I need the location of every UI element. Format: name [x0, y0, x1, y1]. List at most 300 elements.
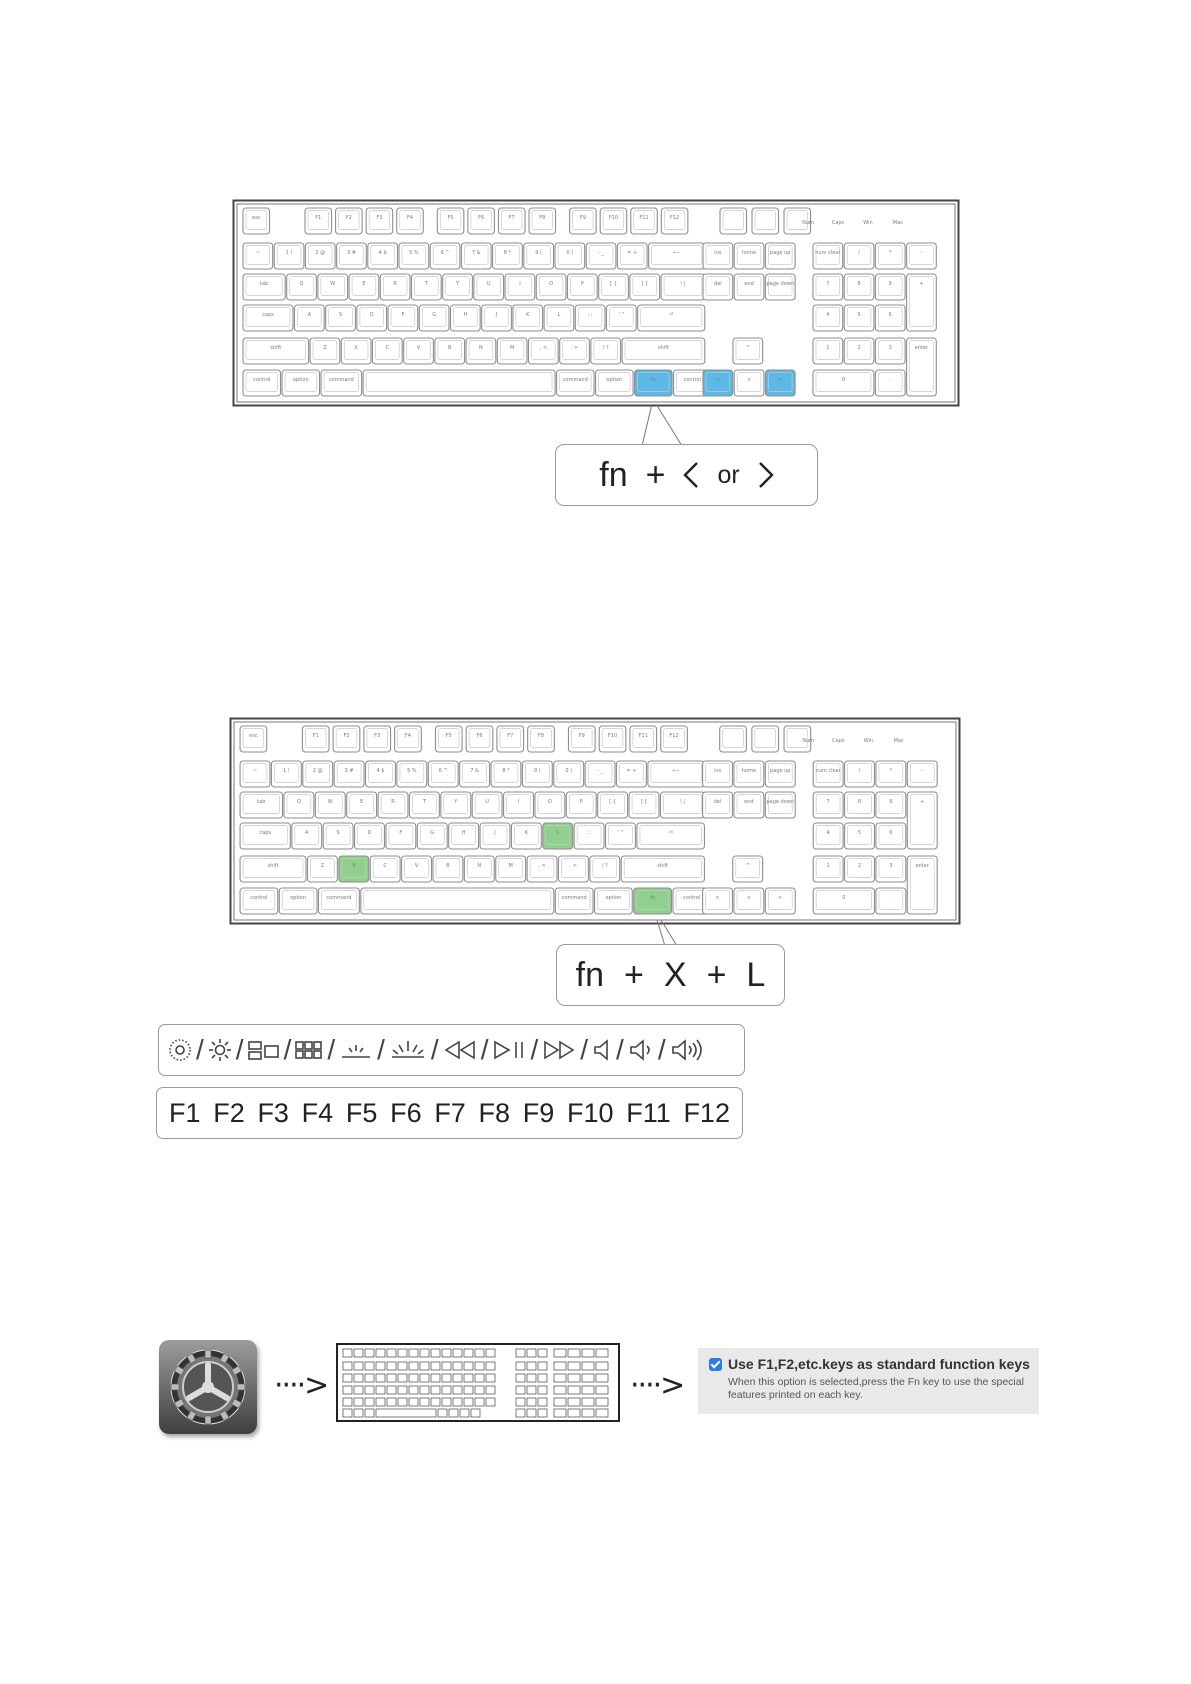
thumbnail-key: [486, 1386, 495, 1394]
checkbox-checked[interactable]: [709, 1358, 722, 1371]
key-n: [464, 856, 494, 882]
svg-text:page down: page down: [766, 281, 795, 287]
thumbnail-key: [568, 1374, 580, 1382]
thumbnail-key: [554, 1362, 566, 1370]
key-rcommand: [557, 370, 595, 396]
svg-text:num clear: num clear: [815, 768, 841, 774]
key-num1: [813, 338, 843, 364]
key-r: [378, 792, 408, 818]
svg-text:A: A: [305, 830, 309, 836]
thumbnail-key: [596, 1386, 608, 1394]
key-lcommand: [318, 888, 359, 914]
svg-text:command: command: [562, 377, 588, 383]
thumbnail-key: [398, 1398, 407, 1406]
svg-text:R: R: [391, 799, 395, 805]
thumbnail-key: [343, 1374, 352, 1382]
svg-text:L: L: [556, 830, 560, 836]
thumbnail-key: [431, 1374, 440, 1382]
key-2: [305, 243, 335, 269]
svg-text:del: del: [713, 799, 722, 805]
key-a: [292, 823, 322, 849]
key-enter: [637, 823, 705, 849]
key-8: [493, 243, 523, 269]
svg-text:] }: ] }: [641, 281, 649, 287]
key-numenter: [907, 338, 937, 396]
key-f11: [631, 208, 658, 234]
key-num3: [875, 338, 905, 364]
svg-text:9: 9: [888, 281, 892, 287]
key-backspace: [649, 243, 705, 269]
key-num6: [875, 305, 905, 331]
key-numdot: [876, 888, 906, 914]
thumbnail-key: [453, 1349, 462, 1357]
thumbnail-key: [387, 1362, 396, 1370]
key-p: [566, 792, 596, 818]
key-x: [341, 338, 371, 364]
key-c: [370, 856, 400, 882]
fkey-label-f4: F4: [301, 1097, 334, 1128]
key-backslash: [661, 274, 705, 300]
thumbnail-key: [453, 1362, 462, 1370]
svg-text:\ |: \ |: [679, 799, 685, 805]
svg-text:F1: F1: [315, 215, 322, 221]
launchpad-icon: [294, 1037, 324, 1063]
svg-text:option: option: [605, 895, 622, 901]
indicator-num: Num: [802, 220, 814, 226]
thumbnail-key: [554, 1349, 566, 1357]
key-numstar: [876, 761, 906, 787]
svg-text:Q: Q: [299, 281, 304, 287]
thumbnail-key: [376, 1362, 385, 1370]
svg-text:^: ^: [745, 345, 750, 351]
key-1: [274, 243, 304, 269]
thumbnail-key: [365, 1362, 374, 1370]
svg-text:3: 3: [888, 345, 892, 351]
key-num4: [813, 305, 843, 331]
plus-label: +: [645, 455, 666, 494]
key-f9: [568, 726, 595, 752]
shortcut-box-fn-arrows: [555, 444, 818, 506]
svg-text:A: A: [307, 312, 312, 318]
x-label: X: [663, 955, 687, 994]
svg-text:. >: . >: [569, 863, 578, 869]
key-comma: [527, 856, 557, 882]
thumbnail-key: [475, 1374, 484, 1382]
svg-text:] }: ] }: [640, 799, 648, 805]
key-f6: [468, 208, 495, 234]
thumbnail-key: [538, 1374, 547, 1382]
key-x: [339, 856, 369, 882]
svg-text:0 ): 0 ): [566, 250, 574, 256]
key-equal: [617, 243, 647, 269]
svg-text:<: <: [715, 895, 720, 901]
key-f7: [497, 726, 524, 752]
thumbnail-key: [527, 1349, 536, 1357]
plus-label: +: [706, 955, 727, 994]
key-numclear: [813, 761, 843, 787]
key-f12: [661, 726, 688, 752]
thumbnail-key: [354, 1386, 363, 1394]
key-minus: [585, 761, 615, 787]
indicator-num: Num: [802, 738, 815, 744]
key-down: [734, 888, 764, 914]
svg-text:H: H: [461, 830, 466, 836]
svg-text:F2: F2: [345, 215, 352, 221]
key-end: [734, 792, 764, 818]
right-chevron-icon: [758, 461, 774, 489]
keyboard-1-svg: [233, 200, 959, 406]
svg-text:control: control: [253, 377, 271, 383]
key-w: [318, 274, 348, 300]
key-g: [419, 305, 449, 331]
key-j: [480, 823, 510, 849]
svg-text:8: 8: [857, 281, 861, 287]
svg-text:-: -: [920, 250, 923, 256]
keyboard-thumbnail: [336, 1343, 620, 1422]
key-l: [543, 823, 573, 849]
key-slash: [591, 338, 621, 364]
brightness-down-icon: [167, 1037, 193, 1063]
key-g: [417, 823, 447, 849]
svg-text:5 %: 5 %: [407, 768, 417, 774]
key-num4: [813, 823, 843, 849]
svg-text:option: option: [290, 895, 307, 901]
indicator-win: Win: [863, 220, 873, 226]
key-r: [380, 274, 410, 300]
key-num7: [813, 274, 843, 300]
left-chevron-icon: [683, 461, 699, 489]
key-numplus: [907, 274, 937, 331]
svg-text:F: F: [399, 830, 403, 836]
svg-text:3: 3: [889, 863, 893, 869]
key-roption: [596, 370, 634, 396]
svg-text:esc: esc: [252, 215, 261, 221]
key-u: [474, 274, 504, 300]
svg-text:^: ^: [745, 863, 750, 869]
thumbnail-key: [471, 1409, 480, 1417]
key-k: [511, 823, 541, 849]
key-enter: [638, 305, 705, 331]
svg-text:J: J: [494, 830, 496, 836]
key-pagedown: [765, 792, 795, 818]
key-v: [402, 856, 432, 882]
fn-label: fn: [575, 955, 605, 994]
thumbnail-key: [442, 1349, 451, 1357]
thumbnail-key: [486, 1398, 495, 1406]
key-5: [397, 761, 427, 787]
thumbnail-key: [582, 1362, 594, 1370]
svg-text:- _: - _: [597, 768, 604, 774]
thumbnail-key: [365, 1349, 374, 1357]
key-right: [765, 888, 795, 914]
key-num2: [845, 856, 875, 882]
svg-text:; :: ; :: [587, 312, 593, 318]
svg-text:M: M: [508, 863, 513, 869]
thumbnail-key: [420, 1398, 429, 1406]
thumbnail-key: [376, 1386, 385, 1394]
brightness-up-icon: [207, 1037, 233, 1063]
thumbnail-key: [354, 1374, 363, 1382]
key-num8: [845, 792, 875, 818]
key-p: [567, 274, 597, 300]
key-fn: [635, 370, 673, 396]
svg-text:control: control: [683, 895, 701, 901]
svg-text:control: control: [250, 895, 268, 901]
svg-text:shift: shift: [270, 345, 282, 351]
key-home: [734, 243, 764, 269]
indicator-mac: Mac: [892, 220, 904, 226]
thumbnail-key: [420, 1349, 429, 1357]
key-l: [544, 305, 574, 331]
key-period: [560, 338, 590, 364]
indicator-caps: Caps: [832, 738, 845, 744]
svg-text:F12: F12: [669, 215, 680, 221]
key-extra-1: [752, 726, 779, 752]
svg-text:/: /: [858, 250, 860, 256]
svg-text:+: +: [920, 799, 925, 805]
key-lcontrol: [240, 888, 278, 914]
key-rcommand: [555, 888, 593, 914]
key-f2: [336, 208, 363, 234]
svg-text:K: K: [524, 830, 528, 836]
svg-text:ins: ins: [714, 250, 722, 256]
svg-text:del: del: [714, 281, 722, 287]
key-0: [555, 243, 585, 269]
svg-text:V: V: [416, 345, 421, 351]
svg-text:F6: F6: [476, 733, 483, 739]
key-numdot: [875, 370, 905, 396]
key-semicolon: [574, 823, 604, 849]
svg-text:S: S: [336, 830, 340, 836]
fkey-label-f12: F12: [683, 1097, 730, 1128]
key-num9: [876, 792, 906, 818]
thumbnail-key: [354, 1349, 363, 1357]
thumbnail-key: [568, 1398, 580, 1406]
thumbnail-key: [409, 1362, 418, 1370]
thumbnail-key: [343, 1398, 352, 1406]
svg-text:control: control: [683, 377, 701, 383]
svg-text:; :: ; :: [586, 830, 592, 836]
svg-text:7 &: 7 &: [470, 768, 479, 774]
thumbnail-key: [486, 1349, 495, 1357]
key-numplus: [907, 792, 937, 849]
thumbnail-key: [554, 1409, 566, 1417]
svg-text:6: 6: [889, 830, 893, 836]
svg-text:M: M: [509, 345, 515, 351]
key-f5: [435, 726, 462, 752]
svg-text:S: S: [338, 312, 343, 318]
key-f12: [661, 208, 688, 234]
key-caps: [243, 305, 293, 331]
key-space: [361, 888, 554, 914]
thumbnail-key: [516, 1386, 525, 1394]
key-9: [522, 761, 552, 787]
key-m: [496, 856, 526, 882]
thumbnail-key: [464, 1349, 473, 1357]
svg-text:2: 2: [857, 345, 861, 351]
key-9: [524, 243, 554, 269]
svg-text:\ |: \ |: [680, 281, 686, 287]
thumbnail-key: [516, 1409, 525, 1417]
key-num9: [875, 274, 905, 300]
svg-text:.: .: [889, 377, 892, 383]
svg-text:H: H: [463, 312, 468, 318]
svg-text:F6: F6: [478, 215, 485, 221]
svg-text:+: +: [919, 281, 924, 287]
key-ins: [703, 243, 733, 269]
key-s: [326, 305, 356, 331]
key-f1: [302, 726, 329, 752]
thumbnail-key: [538, 1349, 547, 1357]
key-c: [372, 338, 402, 364]
key-extra-1: [752, 208, 779, 234]
key-end: [734, 274, 764, 300]
svg-text:8: 8: [857, 799, 862, 805]
thumbnail-key: [596, 1362, 608, 1370]
l-label: L: [746, 955, 766, 994]
key-backspace: [648, 761, 705, 787]
key-num1: [813, 856, 843, 882]
svg-text:V: V: [414, 863, 419, 869]
svg-text:4 $: 4 $: [378, 250, 387, 256]
svg-text:F9: F9: [578, 733, 585, 739]
thumbnail-key: [409, 1349, 418, 1357]
fkey-label-f9: F9: [522, 1097, 555, 1128]
key-o: [536, 274, 566, 300]
key-num0: [813, 888, 874, 914]
svg-text:. >: . >: [570, 345, 579, 351]
thumbnail-key: [431, 1398, 440, 1406]
indicator-win: Win: [863, 738, 874, 744]
svg-text:B: B: [448, 345, 452, 351]
svg-text:command: command: [328, 377, 354, 383]
keyboard-diagram-2: [230, 718, 960, 924]
key-tab: [240, 792, 282, 818]
svg-text:F4: F4: [406, 215, 414, 221]
svg-text:2 @: 2 @: [315, 250, 326, 256]
key-rshift: [622, 338, 705, 364]
key-d: [357, 305, 387, 331]
thumbnail-key: [420, 1362, 429, 1370]
svg-text:F11: F11: [638, 733, 648, 739]
svg-text:⟵: ⟵: [673, 250, 681, 256]
key-right: [765, 370, 795, 396]
key-pageup: [765, 761, 795, 787]
svg-text:4 $: 4 $: [376, 768, 385, 774]
mission-control-icon: [247, 1037, 281, 1063]
svg-text:command: command: [561, 895, 587, 901]
svg-text:fn: fn: [650, 377, 656, 383]
svg-text:fn: fn: [650, 895, 656, 901]
svg-text:F10: F10: [608, 215, 619, 221]
thumbnail-key: [568, 1386, 580, 1394]
svg-text:home: home: [741, 768, 756, 774]
key-num0: [813, 370, 874, 396]
key-left: [703, 888, 733, 914]
keyboard-thumbnail-svg: [338, 1345, 617, 1419]
svg-text:end: end: [744, 281, 754, 287]
svg-text:~: ~: [255, 250, 260, 256]
key-a: [294, 305, 324, 331]
function-keys-setting: [698, 1348, 1039, 1414]
svg-text:3 #: 3 #: [346, 250, 356, 256]
thumbnail-key: [449, 1409, 458, 1417]
svg-text:home: home: [741, 250, 757, 256]
key-lbracket: [598, 792, 628, 818]
svg-text:F10: F10: [607, 733, 618, 739]
key-numminus: [907, 243, 937, 269]
svg-text:caps: caps: [259, 830, 271, 836]
svg-text:1: 1: [826, 863, 830, 869]
key-n: [466, 338, 496, 364]
setting-description: When this option is selected,press the Fn key to use the special features printed on each key.: [728, 1376, 1024, 1401]
thumbnail-key: [475, 1362, 484, 1370]
key-2: [303, 761, 333, 787]
thumbnail-key: [527, 1409, 536, 1417]
thumbnail-key: [420, 1386, 429, 1394]
svg-text:>: >: [778, 377, 783, 383]
svg-text:I: I: [517, 799, 520, 805]
key-8: [491, 761, 521, 787]
key-j: [482, 305, 512, 331]
svg-text:X: X: [352, 863, 356, 869]
key-y: [441, 792, 471, 818]
key-q: [284, 792, 314, 818]
svg-text:shift: shift: [267, 863, 279, 869]
thumbnail-key: [365, 1398, 374, 1406]
thumbnail-key: [343, 1386, 352, 1394]
svg-text:page up: page up: [770, 250, 791, 256]
svg-text:v: v: [747, 377, 751, 383]
svg-text:W: W: [330, 281, 336, 287]
key-backslash: [660, 792, 704, 818]
thumbnail-key: [387, 1398, 396, 1406]
thumbnail-key: [568, 1409, 580, 1417]
key-i: [504, 792, 534, 818]
svg-text:command: command: [326, 895, 352, 901]
svg-text:, <: , <: [539, 345, 548, 351]
key-down: [734, 370, 764, 396]
key-z: [308, 856, 338, 882]
svg-text:O: O: [549, 281, 554, 287]
thumbnail-key: [354, 1409, 363, 1417]
svg-text:' ": ' ": [617, 830, 624, 836]
svg-text:0 ): 0 ): [565, 768, 573, 774]
svg-text:X: X: [354, 345, 358, 351]
backlight-down-icon: [338, 1037, 374, 1063]
function-key-strip: [156, 1087, 743, 1139]
thumbnail-key: [431, 1362, 440, 1370]
fkey-label-f8: F8: [478, 1097, 511, 1128]
svg-text:W: W: [327, 799, 333, 805]
thumbnail-key: [343, 1349, 352, 1357]
svg-text:F3: F3: [374, 733, 381, 739]
key-f6: [466, 726, 493, 752]
svg-text:= +: = +: [627, 250, 638, 256]
key-t: [409, 792, 439, 818]
thumbnail-key: [516, 1398, 525, 1406]
svg-text:K: K: [526, 312, 530, 318]
thumbnail-key: [486, 1374, 495, 1382]
thumbnail-key: [464, 1386, 473, 1394]
svg-text:, <: , <: [538, 863, 546, 869]
svg-text:P: P: [579, 799, 583, 805]
svg-text:4: 4: [826, 830, 830, 836]
svg-text:I: I: [519, 281, 521, 287]
svg-text:shift: shift: [657, 863, 669, 869]
svg-text:P: P: [580, 281, 584, 287]
thumbnail-key: [486, 1362, 495, 1370]
